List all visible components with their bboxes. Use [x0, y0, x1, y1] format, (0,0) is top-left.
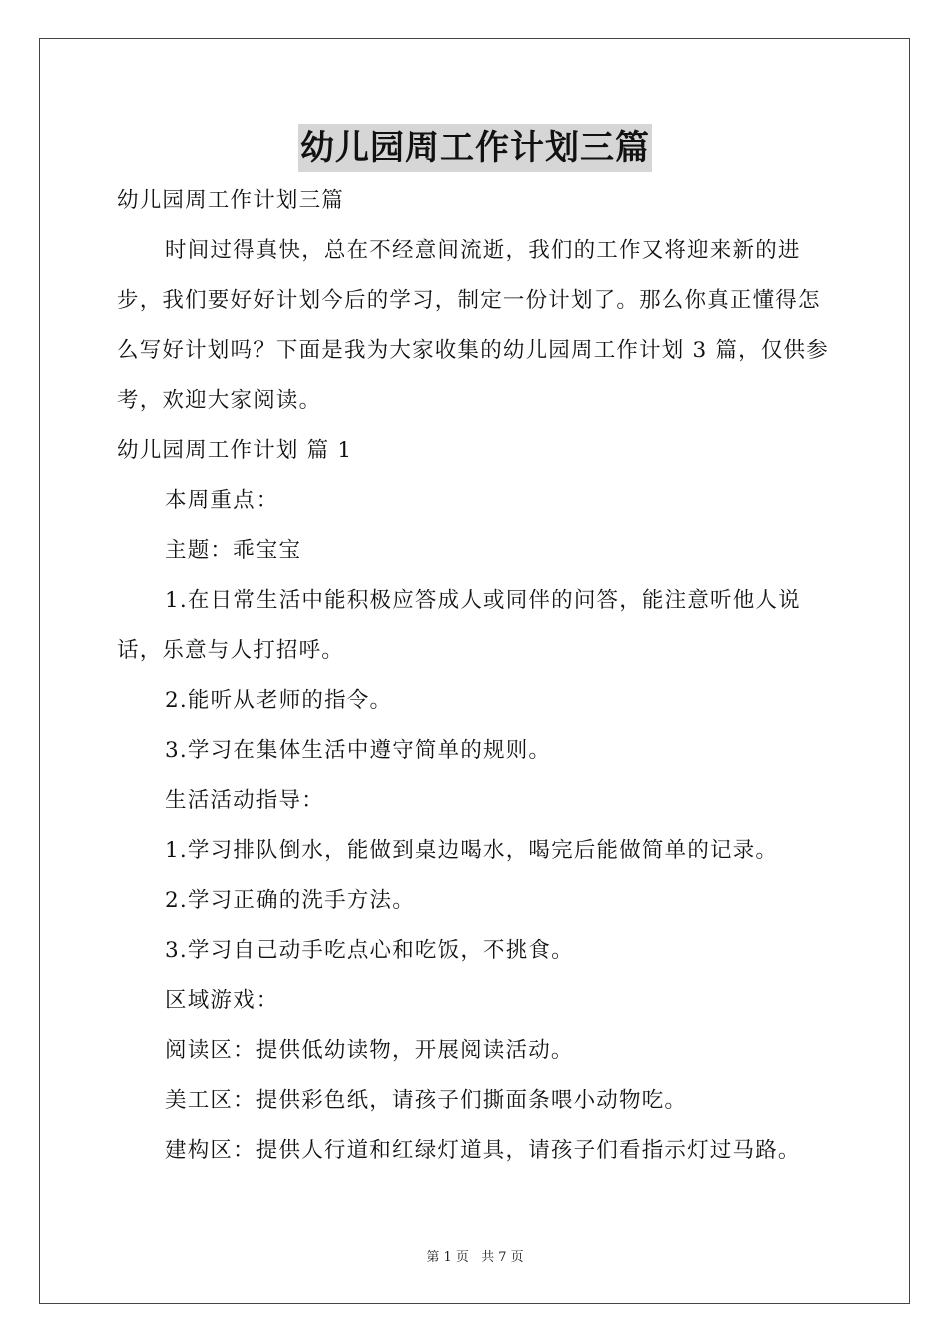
document-title: 幼儿园周工作计划三篇 — [298, 124, 652, 172]
document-body — [117, 176, 835, 1176]
paragraph: 1.学习排队倒水，能做到桌边喝水，喝完后能做简单的记录。 — [165, 838, 779, 863]
paragraph: 美工区：提供彩色纸，请孩子们撕面条喂小动物吃。 — [165, 1088, 688, 1113]
paragraph: 幼儿园周工作计划三篇 — [117, 188, 345, 213]
paragraph: 1.在日常生活中能积极应答成人或同伴的问答，能注意听他人说话，乐意与人打招呼。 — [117, 588, 801, 663]
paragraph: 2.能听从老师的指令。 — [165, 688, 393, 713]
paragraph: 阅读区：提供低幼读物，开展阅读活动。 — [165, 1038, 574, 1063]
paragraph: 区域游戏： — [165, 988, 279, 1013]
paragraph: 生活活动指导： — [165, 788, 324, 813]
paragraph: 幼儿园周工作计划 篇 1 — [117, 438, 353, 463]
paragraph: 建构区：提供人行道和红绿灯道具，请孩子们看指示灯过马路。 — [165, 1138, 801, 1163]
paragraph: 主题：乖宝宝 — [165, 538, 302, 563]
page-total: 共 7 页 — [481, 1250, 524, 1265]
paragraph: 时间过得真快，总在不经意间流逝，我们的工作又将迎来新的进步，我们要好好计划今后的学习，制定一份计划了。那么你真正懂得怎么写好计划吗？下面是我为大家收集的幼儿园周工作计划 3 篇，仅供参考，欢迎大家阅读。 — [117, 238, 829, 413]
title-container — [0, 124, 950, 172]
paragraph: 3.学习在集体生活中遵守简单的规则。 — [165, 738, 552, 763]
page-number: 第 1 页 — [426, 1250, 469, 1265]
paragraph: 2.学习正确的洗手方法。 — [165, 888, 415, 913]
paragraph: 本周重点： — [165, 488, 279, 513]
paragraph: 3.学习自己动手吃点心和吃饭，不挑食。 — [165, 938, 574, 963]
page-footer — [0, 1246, 950, 1265]
